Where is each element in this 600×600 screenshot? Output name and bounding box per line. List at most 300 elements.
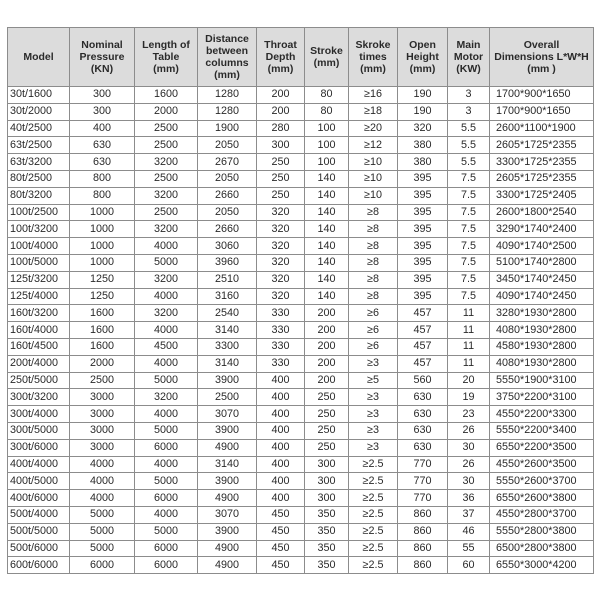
stroke-times-cell: ≥10 [349,187,398,204]
throat-depth-cell: 330 [257,322,305,339]
nominal-pressure-cell: 3000 [70,439,135,456]
nominal-pressure-cell: 1250 [70,271,135,288]
overall-dimensions-cell: 6550*2200*3500 [490,439,594,456]
throat-depth-cell: 400 [257,372,305,389]
model-cell: 500t/6000 [8,540,70,557]
stroke-times-cell: ≥2.5 [349,490,398,507]
open-height-cell: 457 [398,338,448,355]
stroke-cell: 200 [305,322,349,339]
overall-dimensions-cell: 4080*1930*2800 [490,322,594,339]
open-height-cell: 770 [398,473,448,490]
column-distance-cell: 3900 [198,422,257,439]
main-motor-cell: 5.5 [448,120,490,137]
main-motor-cell: 23 [448,406,490,423]
stroke-cell: 200 [305,305,349,322]
open-height-cell: 190 [398,103,448,120]
open-height-cell: 457 [398,322,448,339]
column-distance-cell: 3900 [198,523,257,540]
table-row [8,523,594,540]
table-length-cell: 1600 [135,87,198,104]
main-motor-cell: 11 [448,305,490,322]
nominal-pressure-cell: 3000 [70,389,135,406]
column-distance-cell: 3960 [198,254,257,271]
stroke-times-header [349,28,398,87]
stroke-times-cell: ≥6 [349,338,398,355]
model-cell: 400t/4000 [8,456,70,473]
throat-depth-cell: 400 [257,422,305,439]
throat-depth-cell: 400 [257,389,305,406]
throat-depth-header [257,28,305,87]
overall-dimensions-cell: 5550*2200*3400 [490,422,594,439]
open-height-cell: 395 [398,238,448,255]
stroke-cell: 140 [305,238,349,255]
nominal-pressure-cell: 6000 [70,557,135,574]
main-motor-cell: 3 [448,87,490,104]
table-row [8,439,594,456]
column-distance-cell: 3070 [198,406,257,423]
stroke-times-cell: ≥3 [349,406,398,423]
open-height-cell: 860 [398,523,448,540]
model-cell: 300t/5000 [8,422,70,439]
nominal-pressure-cell: 400 [70,120,135,137]
stroke-cell: 140 [305,288,349,305]
main-motor-cell: 11 [448,322,490,339]
throat-depth-cell: 320 [257,204,305,221]
nominal-pressure-cell: 4000 [70,473,135,490]
overall-dimensions-cell: 5550*2600*3700 [490,473,594,490]
main-motor-cell: 7.5 [448,221,490,238]
table-row [8,305,594,322]
header-text-line: Main [456,39,481,51]
stroke-times-cell: ≥3 [349,422,398,439]
stroke-times-cell: ≥3 [349,439,398,456]
header-row [8,28,594,87]
table-length-cell: 4000 [135,355,198,372]
table-row [8,355,594,372]
column-distance-cell: 3300 [198,338,257,355]
header-text-line: (mm) [153,63,179,75]
model-cell: 250t/5000 [8,372,70,389]
header-text-line: (KN) [90,63,114,75]
overall-dimensions-cell: 5100*1740*2800 [490,254,594,271]
nominal-pressure-cell: 800 [70,170,135,187]
model-cell: 400t/5000 [8,473,70,490]
table-row [8,422,594,439]
model-cell: 100t/5000 [8,254,70,271]
header-text-line: Pressure [79,51,125,63]
overall-dimensions-cell: 6550*2600*3800 [490,490,594,507]
model-cell: 500t/5000 [8,523,70,540]
overall-dimensions-cell: 4550*2200*3300 [490,406,594,423]
table-length-cell: 4500 [135,338,198,355]
model-cell: 30t/2000 [8,103,70,120]
column-distance-header [198,28,257,87]
overall-dimensions-cell: 6550*3000*4200 [490,557,594,574]
stroke-times-cell: ≥2.5 [349,473,398,490]
stroke-cell: 300 [305,490,349,507]
table-length-cell: 6000 [135,557,198,574]
throat-depth-cell: 320 [257,254,305,271]
table-row [8,372,594,389]
stroke-header [305,28,349,87]
open-height-cell: 560 [398,372,448,389]
header-text-line: Overall [523,39,560,51]
nominal-pressure-cell: 1000 [70,204,135,221]
table-length-cell: 5000 [135,254,198,271]
stroke-cell: 140 [305,187,349,204]
overall-dimensions-cell: 1700*900*1650 [490,87,594,104]
main-motor-cell: 5.5 [448,154,490,171]
nominal-pressure-cell: 1600 [70,322,135,339]
header-text-line: between [205,45,248,57]
nominal-pressure-cell: 300 [70,103,135,120]
main-motor-cell: 30 [448,473,490,490]
open-height-cell: 630 [398,389,448,406]
stroke-cell: 350 [305,506,349,523]
header-text-line: Nominal [81,39,123,51]
header-text-line: times [359,51,387,63]
model-cell: 125t/3200 [8,271,70,288]
column-distance-cell: 4900 [198,439,257,456]
nominal-pressure-cell: 800 [70,187,135,204]
header-text-line: Depth [265,51,296,63]
throat-depth-cell: 330 [257,305,305,322]
nominal-pressure-cell: 3000 [70,422,135,439]
stroke-cell: 100 [305,137,349,154]
column-distance-cell: 3140 [198,456,257,473]
nominal-pressure-cell: 2000 [70,355,135,372]
stroke-cell: 140 [305,170,349,187]
stroke-times-cell: ≥16 [349,87,398,104]
nominal-pressure-cell: 630 [70,137,135,154]
stroke-cell: 300 [305,473,349,490]
open-height-cell: 395 [398,187,448,204]
table-length-cell: 5000 [135,473,198,490]
main-motor-cell: 5.5 [448,137,490,154]
open-height-cell: 190 [398,87,448,104]
open-height-cell: 630 [398,422,448,439]
header-text-line: (mm ) [527,63,556,75]
open-height-cell: 860 [398,557,448,574]
stroke-times-cell: ≥8 [349,221,398,238]
header-text-line: Model [23,51,54,63]
model-cell: 160t/4000 [8,322,70,339]
main-motor-cell: 7.5 [448,187,490,204]
table-row [8,288,594,305]
throat-depth-cell: 450 [257,557,305,574]
spec-table-container [7,27,593,576]
table-row [8,338,594,355]
open-height-cell: 395 [398,271,448,288]
column-distance-cell: 3140 [198,355,257,372]
stroke-cell: 140 [305,271,349,288]
header-text-line: Length of [142,39,190,51]
open-height-cell: 395 [398,170,448,187]
stroke-cell: 350 [305,540,349,557]
nominal-pressure-cell: 2500 [70,372,135,389]
header-text-line: (KW) [456,63,481,75]
main-motor-cell: 46 [448,523,490,540]
stroke-times-cell: ≥2.5 [349,456,398,473]
press-spec-table [7,27,594,574]
stroke-times-cell: ≥2.5 [349,557,398,574]
model-cell: 160t/3200 [8,305,70,322]
overall-dimensions-cell: 2605*1725*2355 [490,170,594,187]
column-distance-cell: 2050 [198,170,257,187]
open-height-cell: 380 [398,137,448,154]
model-cell: 80t/2500 [8,170,70,187]
model-cell: 600t/6000 [8,557,70,574]
open-height-cell: 630 [398,406,448,423]
table-row [8,540,594,557]
nominal-pressure-cell: 1000 [70,254,135,271]
throat-depth-cell: 400 [257,406,305,423]
column-distance-cell: 4900 [198,540,257,557]
column-distance-cell: 1280 [198,103,257,120]
overall-dimensions-cell: 3290*1740*2400 [490,221,594,238]
main-motor-cell: 20 [448,372,490,389]
stroke-cell: 140 [305,254,349,271]
table-length-cell: 4000 [135,288,198,305]
column-distance-cell: 1280 [198,87,257,104]
stroke-times-cell: ≥3 [349,355,398,372]
stroke-cell: 140 [305,221,349,238]
column-distance-cell: 3900 [198,473,257,490]
stroke-times-cell: ≥8 [349,204,398,221]
stroke-cell: 80 [305,87,349,104]
table-length-cell: 6000 [135,490,198,507]
model-cell: 500t/4000 [8,506,70,523]
overall-dimensions-cell: 1700*900*1650 [490,103,594,120]
overall-dimensions-cell: 4090*1740*2500 [490,238,594,255]
main-motor-cell: 19 [448,389,490,406]
column-distance-cell: 3070 [198,506,257,523]
overall-dimensions-cell: 3300*1725*2405 [490,187,594,204]
throat-depth-cell: 400 [257,456,305,473]
overall-dimensions-cell: 3300*1725*2355 [490,154,594,171]
table-row [8,187,594,204]
table-row [8,154,594,171]
open-height-cell: 457 [398,305,448,322]
header-text-line: Motor [453,51,484,63]
model-cell: 30t/1600 [8,87,70,104]
open-height-header [398,28,448,87]
model-cell: 300t/6000 [8,439,70,456]
overall-dimensions-cell: 4080*1930*2800 [490,355,594,372]
stroke-times-cell: ≥5 [349,372,398,389]
table-row [8,271,594,288]
throat-depth-cell: 250 [257,187,305,204]
column-distance-cell: 2050 [198,137,257,154]
throat-depth-cell: 400 [257,473,305,490]
header-text-line: (mm) [313,57,340,69]
column-distance-cell: 1900 [198,120,257,137]
model-cell: 200t/4000 [8,355,70,372]
main-motor-cell: 7.5 [448,254,490,271]
main-motor-cell: 7.5 [448,271,490,288]
open-height-cell: 860 [398,540,448,557]
column-distance-cell: 2660 [198,221,257,238]
table-row [8,221,594,238]
table-row [8,506,594,523]
main-motor-cell: 30 [448,439,490,456]
model-cell: 300t/4000 [8,406,70,423]
overall-dimensions-header [490,28,594,87]
stroke-cell: 100 [305,154,349,171]
main-motor-cell: 7.5 [448,288,490,305]
main-motor-header [448,28,490,87]
header-text-line: Stroke [310,45,343,57]
header-text-line: Height [406,51,439,63]
open-height-cell: 457 [398,355,448,372]
model-cell: 80t/3200 [8,187,70,204]
model-cell: 400t/6000 [8,490,70,507]
header-text-line: (mm) [267,63,294,75]
stroke-times-cell: ≥6 [349,322,398,339]
table-row [8,204,594,221]
table-length-cell: 2500 [135,137,198,154]
throat-depth-cell: 280 [257,120,305,137]
column-distance-cell: 4900 [198,490,257,507]
table-length-cell: 2500 [135,170,198,187]
nominal-pressure-cell: 1000 [70,238,135,255]
column-distance-cell: 3060 [198,238,257,255]
stroke-cell: 100 [305,120,349,137]
model-cell: 40t/2500 [8,120,70,137]
open-height-cell: 395 [398,221,448,238]
nominal-pressure-cell: 3000 [70,406,135,423]
main-motor-cell: 7.5 [448,238,490,255]
throat-depth-cell: 330 [257,355,305,372]
stroke-times-cell: ≥6 [349,305,398,322]
column-distance-cell: 2500 [198,389,257,406]
stroke-cell: 350 [305,557,349,574]
table-length-cell: 5000 [135,523,198,540]
main-motor-cell: 26 [448,456,490,473]
table-length-cell: 3200 [135,271,198,288]
open-height-cell: 395 [398,204,448,221]
main-motor-cell: 11 [448,355,490,372]
stroke-times-cell: ≥3 [349,389,398,406]
table-length-cell: 2500 [135,204,198,221]
header-text-line: (mm) [409,63,436,75]
stroke-times-cell: ≥2.5 [349,523,398,540]
nominal-pressure-cell: 5000 [70,540,135,557]
model-cell: 100t/4000 [8,238,70,255]
nominal-pressure-cell: 1600 [70,305,135,322]
header-text-line: columns [205,57,249,69]
overall-dimensions-cell: 3280*1930*2800 [490,305,594,322]
main-motor-cell: 3 [448,103,490,120]
stroke-times-cell: ≥2.5 [349,540,398,557]
main-motor-cell: 37 [448,506,490,523]
throat-depth-cell: 200 [257,103,305,120]
throat-depth-cell: 200 [257,87,305,104]
main-motor-cell: 60 [448,557,490,574]
model-cell: 100t/3200 [8,221,70,238]
stroke-cell: 250 [305,406,349,423]
table-length-cell: 5000 [135,422,198,439]
stroke-times-cell: ≥8 [349,238,398,255]
overall-dimensions-cell: 4550*2800*3700 [490,506,594,523]
header-text-line: Table [152,51,180,63]
table-row [8,490,594,507]
overall-dimensions-cell: 4090*1740*2450 [490,288,594,305]
stroke-cell: 300 [305,456,349,473]
table-row [8,254,594,271]
table-length-cell: 4000 [135,456,198,473]
main-motor-cell: 11 [448,338,490,355]
open-height-cell: 860 [398,506,448,523]
header-text-line: (mm) [360,63,386,75]
table-header [8,28,594,87]
main-motor-cell: 36 [448,490,490,507]
stroke-cell: 80 [305,103,349,120]
stroke-cell: 250 [305,389,349,406]
table-length-cell: 5000 [135,372,198,389]
overall-dimensions-cell: 2605*1725*2355 [490,137,594,154]
throat-depth-cell: 320 [257,271,305,288]
table-row [8,137,594,154]
open-height-cell: 770 [398,456,448,473]
nominal-pressure-cell: 630 [70,154,135,171]
stroke-cell: 200 [305,355,349,372]
model-cell: 63t/2500 [8,137,70,154]
overall-dimensions-cell: 3450*1740*2450 [490,271,594,288]
throat-depth-cell: 300 [257,137,305,154]
nominal-pressure-cell: 1600 [70,338,135,355]
stroke-times-cell: ≥10 [349,170,398,187]
overall-dimensions-cell: 5550*1900*3100 [490,372,594,389]
throat-depth-cell: 450 [257,506,305,523]
table-row [8,170,594,187]
model-header [8,28,70,87]
nominal-pressure-cell: 1250 [70,288,135,305]
column-distance-cell: 2660 [198,187,257,204]
table-row [8,322,594,339]
stroke-cell: 350 [305,523,349,540]
throat-depth-cell: 250 [257,170,305,187]
throat-depth-cell: 320 [257,238,305,255]
model-cell: 300t/3200 [8,389,70,406]
model-cell: 100t/2500 [8,204,70,221]
table-row [8,456,594,473]
stroke-times-cell: ≥2.5 [349,506,398,523]
overall-dimensions-cell: 4550*2600*3500 [490,456,594,473]
throat-depth-cell: 450 [257,523,305,540]
throat-depth-cell: 320 [257,288,305,305]
main-motor-cell: 26 [448,422,490,439]
model-cell: 125t/4000 [8,288,70,305]
stroke-times-cell: ≥8 [349,288,398,305]
column-distance-cell: 4900 [198,557,257,574]
nominal-pressure-header [70,28,135,87]
column-distance-cell: 2540 [198,305,257,322]
overall-dimensions-cell: 3750*2200*3100 [490,389,594,406]
model-cell: 63t/3200 [8,154,70,171]
table-length-cell: 4000 [135,322,198,339]
column-distance-cell: 2510 [198,271,257,288]
table-length-cell: 2000 [135,103,198,120]
stroke-cell: 140 [305,204,349,221]
table-length-cell: 3200 [135,221,198,238]
table-length-cell: 3200 [135,187,198,204]
stroke-cell: 250 [305,439,349,456]
table-row [8,120,594,137]
table-length-cell: 2500 [135,120,198,137]
nominal-pressure-cell: 5000 [70,506,135,523]
nominal-pressure-cell: 300 [70,87,135,104]
